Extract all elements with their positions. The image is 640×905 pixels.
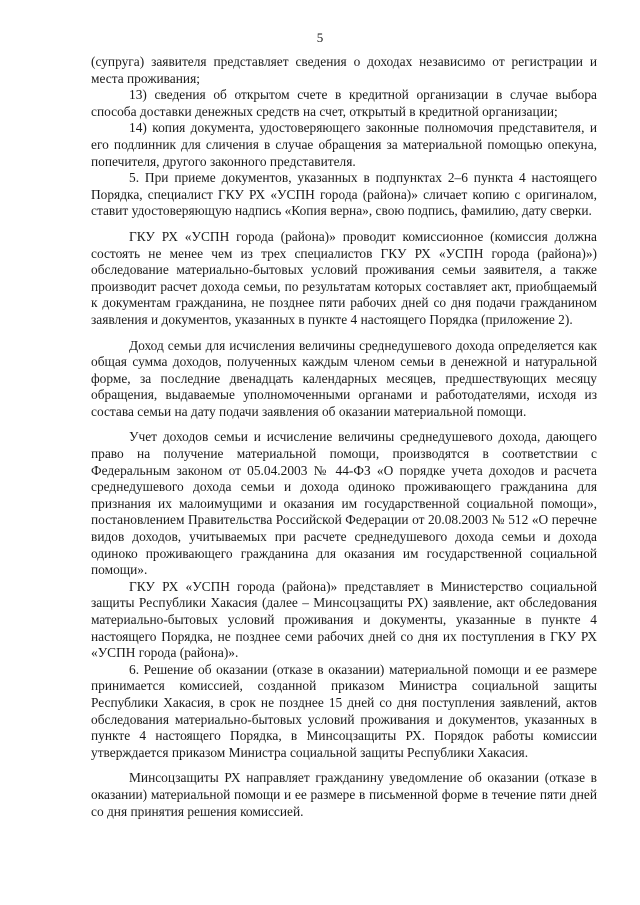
paragraph-income-accounting: Учет доходов семьи и исчисление величины среднедушевого дохода, дающего право на получение материальной помощи, производятся в соответствии с Федеральным законом от 05.04.2003 № 44-ФЗ «О порядке учета доходов и расчета среднедушевого дохода семьи и дохода одиноко проживающего гражданина для признания их малоимущими и оказания им государственной социальной помощи», постановлением Правительства Российской Федерации от 20.08.2003 № 512 «О перечне видов доходов, учитываемых при расчете среднедушевого дохода семьи и дохода одиноко проживающего гражданина для оказания им государственной социальной помощи». (91, 429, 597, 578)
list-item-14: 14) копия документа, удостоверяющего законные полномочия представителя, и его подлинник для сличения в случае обращения за материальной помощью опекуна, попечителя, другого законного представителя. (91, 120, 597, 169)
page-number: 5 (316, 30, 324, 45)
list-item-13: 13) сведения об открытом счете в кредитной организации в случае выбора способа доставки денежных средств на счет, открытый в кредитной организации; (91, 87, 597, 119)
paragraph-notification: Минсоцзащиты РХ направляет гражданину уведомление об оказании (отказе в оказании) материальной помощи и ее размере в письменной форме в течение пяти дней со дня принятия решения комиссией. (91, 770, 597, 819)
paragraph-clause-5: 5. При приеме документов, указанных в подпунктах 2–6 пункта 4 настоящего Порядка, специалист ГКУ РХ «УСПН города (района)» сличает копию с оригиналом, ставит удостоверяющую надпись «Копия верна», свою подпись, фамилию, дату сверки. (91, 170, 597, 219)
paragraph-inspection: ГКУ РХ «УСПН города (района)» проводит комиссионное (комиссия должна состоять не менее чем из трех специалистов ГКУ РХ «УСПН города (района)») обследование материально-бытовых условий проживания семьи заявителя, а также производит расчет дохода семьи, по результатам которых составляет акт, приобщаемый к документам гражданина, не позднее пяти рабочих дней со дня подачи гражданином заявления и документов, указанных в пункте 4 настоящего Порядка (приложение 2). (91, 228, 597, 327)
document-body (91, 54, 597, 820)
paragraph-submission: ГКУ РХ «УСПН города (района)» представляет в Министерство социальной защиты Республики Хакасия (далее – Минсоцзащиты РХ) заявление, акт обследования материально-бытовых условий проживания и документы, указанные в пункте 4 настоящего Порядка, не позднее семи рабочих дней со дня их поступления в ГКУ РХ «УСПН города (района)». (91, 578, 597, 661)
paragraph-continuation: (супруга) заявителя представляет сведения о доходах независимо от регистрации и места проживания; (91, 54, 597, 86)
paragraph-family-income: Доход семьи для исчисления величины среднедушевого дохода определяется как общая сумма доходов, полученных каждым членом семьи в денежной и натуральной форме, за последние двенадцать календарных месяцев, предшествующих месяцу обращения, выдаваемые уполномоченными органами и работодателями, исходя из состава семьи на дату подачи заявления об оказании материальной помощи. (91, 337, 597, 419)
paragraph-clause-6: 6. Решение об оказании (отказе в оказании) материальной помощи и ее размере принимается комиссией, созданной приказом Министра социальной защиты Республики Хакасия, в срок не позднее 15 дней со дня поступления заявлений, актов обследования материально-бытовых условий проживания и документов, указанных в пункте 4 настоящего Порядка, в Минсоцзащиты РХ. Порядок работы комиссии утверждается приказом Министра социальной защиты Республики Хакасия. (91, 661, 597, 760)
